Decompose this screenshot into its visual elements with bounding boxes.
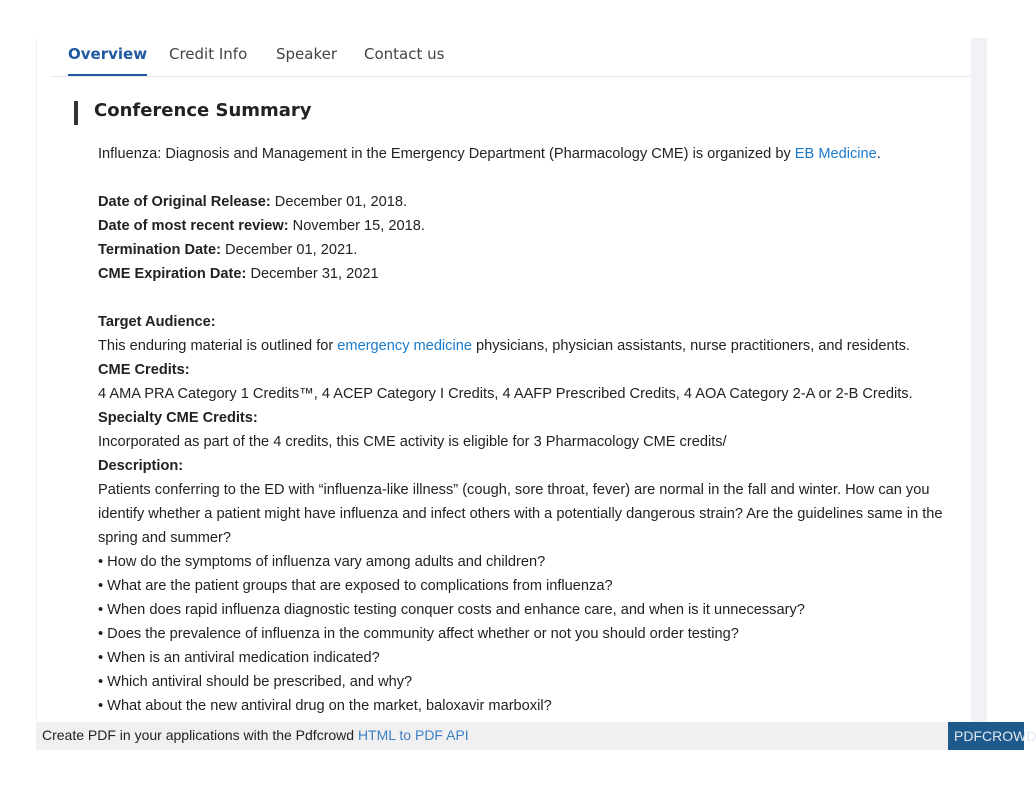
description-label: Description: (98, 458, 184, 474)
cme-credits-label: CME Credits: (98, 362, 190, 378)
html-to-pdf-link[interactable]: HTML to PDF API (357, 727, 469, 743)
target-audience-label: Target Audience: (98, 314, 216, 330)
date-value: December 01, 2018. (270, 194, 408, 210)
date-original-release (98, 190, 978, 214)
date-termination (98, 238, 978, 262)
target-pre: This enduring material is outlined for (98, 338, 338, 354)
list-item: • Does the prevalence of influenza in the community affect whether or not you should order testing? (98, 626, 739, 642)
description-text: Patients conferring to the ED with “influenza-like illness” (cough, sore throat, fever) are normal in the fall and winter. How can you identify whether a patient might have influenza and infect others with a potentially dangerous strain? Are the guidelines same in the spring and summer? (98, 482, 943, 546)
section-marker (74, 101, 78, 125)
pdfcrowd-badge[interactable]: PDFCROWD (948, 722, 1024, 750)
tab-contact-us[interactable]: Contact us (364, 45, 445, 63)
date-label: Termination Date: (98, 242, 221, 258)
date-cme-expiration (98, 262, 978, 286)
list-item: • What about the new antiviral drug on the market, baloxavir marboxil? (98, 698, 552, 714)
intro-paragraph (98, 142, 978, 166)
tab-credit-info[interactable]: Credit Info (169, 45, 248, 63)
list-item: • When does rapid influenza diagnostic testing conquer costs and enhance care, and when is it unnecessary? (98, 602, 805, 618)
date-value: December 31, 2021 (246, 266, 379, 282)
list-item: • When is an antiviral medication indicated? (98, 650, 380, 666)
footer-message: Create PDF in your applications with the Pdfcrowd (42, 727, 358, 743)
cme-credits-text: 4 AMA PRA Category 1 Credits™, 4 ACEP Category I Credits, 4 AAFP Prescribed Credits, 4 AOA Category 2-A or 2-B Credits. (98, 386, 913, 402)
pdf-footer (36, 722, 1036, 750)
specialty-credits-text: Incorporated as part of the 4 credits, this CME activity is eligible for 3 Pharmacology CME credits/ (98, 434, 727, 450)
specialty-credits-label: Specialty CME Credits: (98, 410, 258, 426)
organizer-link[interactable]: EB Medicine (794, 146, 877, 162)
target-audience-text (98, 334, 978, 358)
date-label: Date of Original Release: (98, 194, 271, 210)
intro-text: Influenza: Diagnosis and Management in the Emergency Department (Pharmacology CME) is organized by (98, 146, 795, 162)
list-item: • How do the symptoms of influenza vary among adults and children? (98, 554, 546, 570)
tab-overview[interactable]: Overview (68, 38, 147, 76)
date-label: Date of most recent review: (98, 218, 289, 234)
tab-bar (52, 38, 971, 77)
footer-text (42, 727, 469, 743)
target-post: physicians, physician assistants, nurse practitioners, and residents. (471, 338, 910, 354)
intro-end: . (876, 146, 881, 162)
date-recent-review (98, 214, 978, 238)
date-value: November 15, 2018. (288, 218, 425, 234)
date-value: December 01, 2021. (220, 242, 358, 258)
emergency-medicine-link[interactable]: emergency medicine (337, 338, 472, 354)
summary-content (98, 142, 978, 718)
section-title: Conference Summary (94, 100, 312, 121)
list-item: • What are the patient groups that are exposed to complications from influenza? (98, 578, 613, 594)
list-item: • Which antiviral should be prescribed, and why? (98, 674, 413, 690)
tab-speaker[interactable]: Speaker (276, 45, 338, 63)
date-label: CME Expiration Date: (98, 266, 247, 282)
